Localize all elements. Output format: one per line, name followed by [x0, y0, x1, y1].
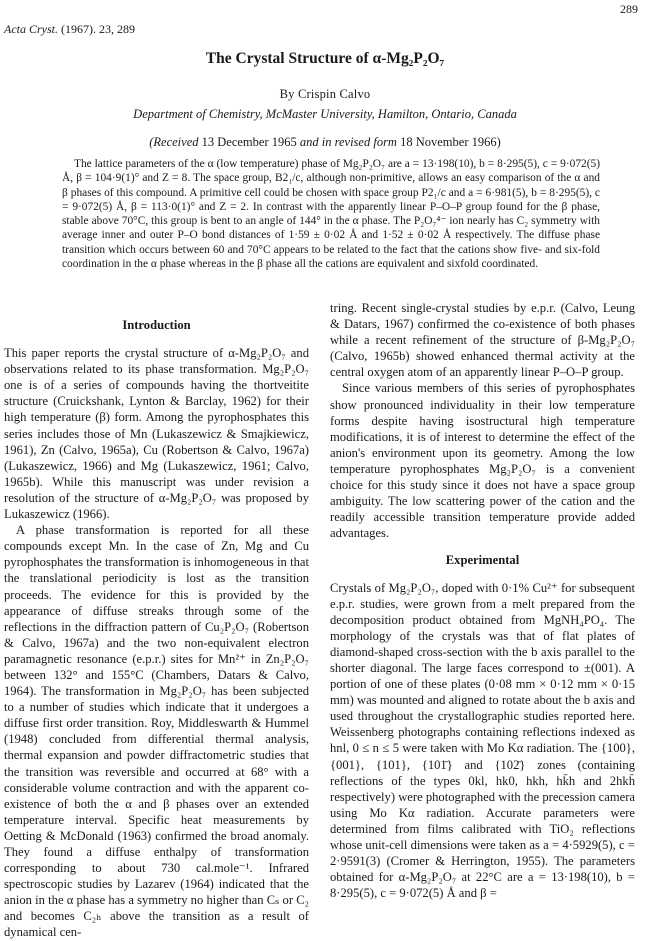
right-column: [330, 300, 635, 901]
received-date: 13 December 1965: [201, 135, 297, 149]
intro-paragraph-1: This paper reports the crystal structure of α-Mg₂P₂O₇ and observations related to its phase transformation. Mg₂P₂O₇ one is of a series of compounds having the thortveitite structure (Cruickshank, Lynton & Barclay, 1962) for their high temperature (β) form. Among the pyrophosphates this series includes those of Mn (Lukaszewicz & Smajkiewicz, 1961), Zn (Calvo, 1965a), Cu (Robertson & Calvo, 1967a) (Lukaszewicz, 1966) and Mg (Lukaszewicz, 1961; Calvo, 1965b). While this manuscript was under revision a resolution of the structure of α-Mg₂P₂O₇ was proposed by Lukaszewicz (1966).: [4, 346, 309, 522]
abstract-text: The lattice parameters of the α (low temperature) phase of Mg₂P₂O₇ are a = 13·198(10), b = 8·295(5), c = 9·072(5) Å, β = 104·9(1)° and Z = 8. The space group, B2₁/c, although non-primitive, allows an easy comparison of the α and β phases of this compound. A primitive cell could be chosen with space group P2₁/c and a = 6·981(5), b = 8·295(5), c = 9·072(5) Å, β = 113·0(1)° and Z = 2. In contrast with the apparently linear P–O–P group found for the β phase, stable above 70°C, this group is bent to an angle of 144° in the α phase. The P₂O₇⁴⁻ ion nearly has C₂ symmetry with average inner and outer P–O bond distances of 1·59 ± 0·02 Å and 1·52 ± 0·02 Å respectively. The diffuse phase transition which occurs between 60 and 70°C appears to be related to the fact that the cations show five- and six-fold coordination in the α phase whereas in the β phase all the cations are equivalent and sixfold coordinated.: [62, 158, 600, 271]
received-label: (Received: [149, 135, 199, 149]
intro-paragraph-2: A phase transformation is reported for all these compounds except Mn. In the case of Zn, Mg and Cu pyrophosphates the transformation is inhomogeneous in that the translational periodicity is lost as the transition proceeds. The evidence for this is provided by the appearance of diffuse streaks through some of the reflections in the diffraction pattern of Cu₂P₂O₇ (Robertson & Calvo, 1967a) and the two non-equivalent electron paramagnetic resonance (e.p.r.) sites for Mn²⁺ in Zn₂P₂O₇ between 132° and 155°C (Chambers, Datars & Calvo, 1964). The transformation in Mg₂P₂O₇ has been subjected to a number of studies which indicate that it undergoes a diffuse first order transition. Roy, Middleswarth & Hummel (1948) concluded from differential thermal analysis, thermal expansion and powder diffractometric studies that the transition was reversible and occurred at 68° with a considerable volume contraction and with the apparent co-existence of both the α and β phases over an extended temperature interval. Specific heat measurements by Oetting & McDonald (1963) confirmed the broad anomaly. They found a diffuse enthalpy of transformation corresponding to about 730 cal.mole⁻¹. Infrared spectroscopic studies by Lazarev (1964) indicated that the anion in the α phase has a symmetry no higher than Cₛ or C₂ and becomes C₂ₕ above the transition as a result of dynamical cen-: [4, 523, 309, 940]
article-title: The Crystal Structure of α-Mg₂P₂O₇: [205, 50, 445, 67]
citation-details: (1967). 23, 289: [61, 22, 135, 36]
experimental-paragraph-1: Crystals of Mg₂P₂O₇, doped with 0·1% Cu²⁺ for subsequent e.p.r. studies, were grown from a melt prepared from the decomposition product obtained from MgNH₄PO₄. The morphology of the crystals was that of flat plates of diamond-shaped cross-section with the b axis parallel to the shorter diagonal. The large faces correspond to ±(001). A portion of one of these plates (0·08 mm × 0·12 mm × 0·15 mm) was mounted and aligned to rotate about the b axis and used throughout the crystallographic studies reported here. Weissenberg photographs containing reflections indexed as hnl, 0 ≤ n ≤ 5 were taken with Mo Kα radiation. The {100}, {001}, {101}, {101̄} and {102̄} zones (containing reflections of the types 0kl, hk0, hkh, hk̄h and 2hkh̄ respectively) were photographed with the precession camera using Mo Kα radiation. Accurate parameters were determined from films calibrated with TiO₂ reflections whose unit-cell dimensions were taken as a = 4·5929(5), c = 2·9591(3) (Cromer & Herrington, 1955). The parameters obtained for α-Mg₂P₂O₇ at 22°C are a = 13·198(10), b = 8·295(5), c = 9·072(5) Å and β =: [330, 580, 635, 901]
page-number: 289: [620, 2, 638, 16]
left-column: [4, 300, 309, 941]
revised-date: 18 November 1966): [400, 135, 501, 149]
intro-paragraph-3: Since various members of this series of pyrophosphates show pronounced individuality in their low temperature forms despite having isostructural high temperature modifications, it is of interest to determine the effect of the anion's environment upon its geometry. Among the low temperature pyrophosphates Mg₂P₂O₇ is a convenient choice for this study since it does not have a space group ambiguity. The low scattering power of the cation and the readily accessible transition temperature provide added advantages.: [330, 381, 635, 541]
intro-paragraph-2-continued: tring. Recent single-crystal studies by e.p.r. (Calvo, Leung & Datars, 1967) confirmed the co-existence of both phases while a recent refinement of the structure of β-Mg₂P₂O₇ (Calvo, 1965b) showed enhanced thermal activity at the central oxygen atom of an apparently linear P–O–P group.: [330, 301, 635, 380]
experimental-heading: Experimental: [445, 553, 520, 568]
journal-citation: [4, 22, 135, 37]
revised-label: and in revised form: [299, 135, 397, 149]
journal-name: Acta Cryst.: [4, 22, 58, 36]
author-affiliation: Department of Chemistry, McMaster University, Hamilton, Ontario, Canada: [133, 107, 517, 121]
received-dates: [0, 135, 650, 150]
introduction-heading: Introduction: [122, 318, 191, 332]
abstract: [62, 157, 600, 271]
author-line: By Crispin Calvo: [279, 87, 371, 101]
